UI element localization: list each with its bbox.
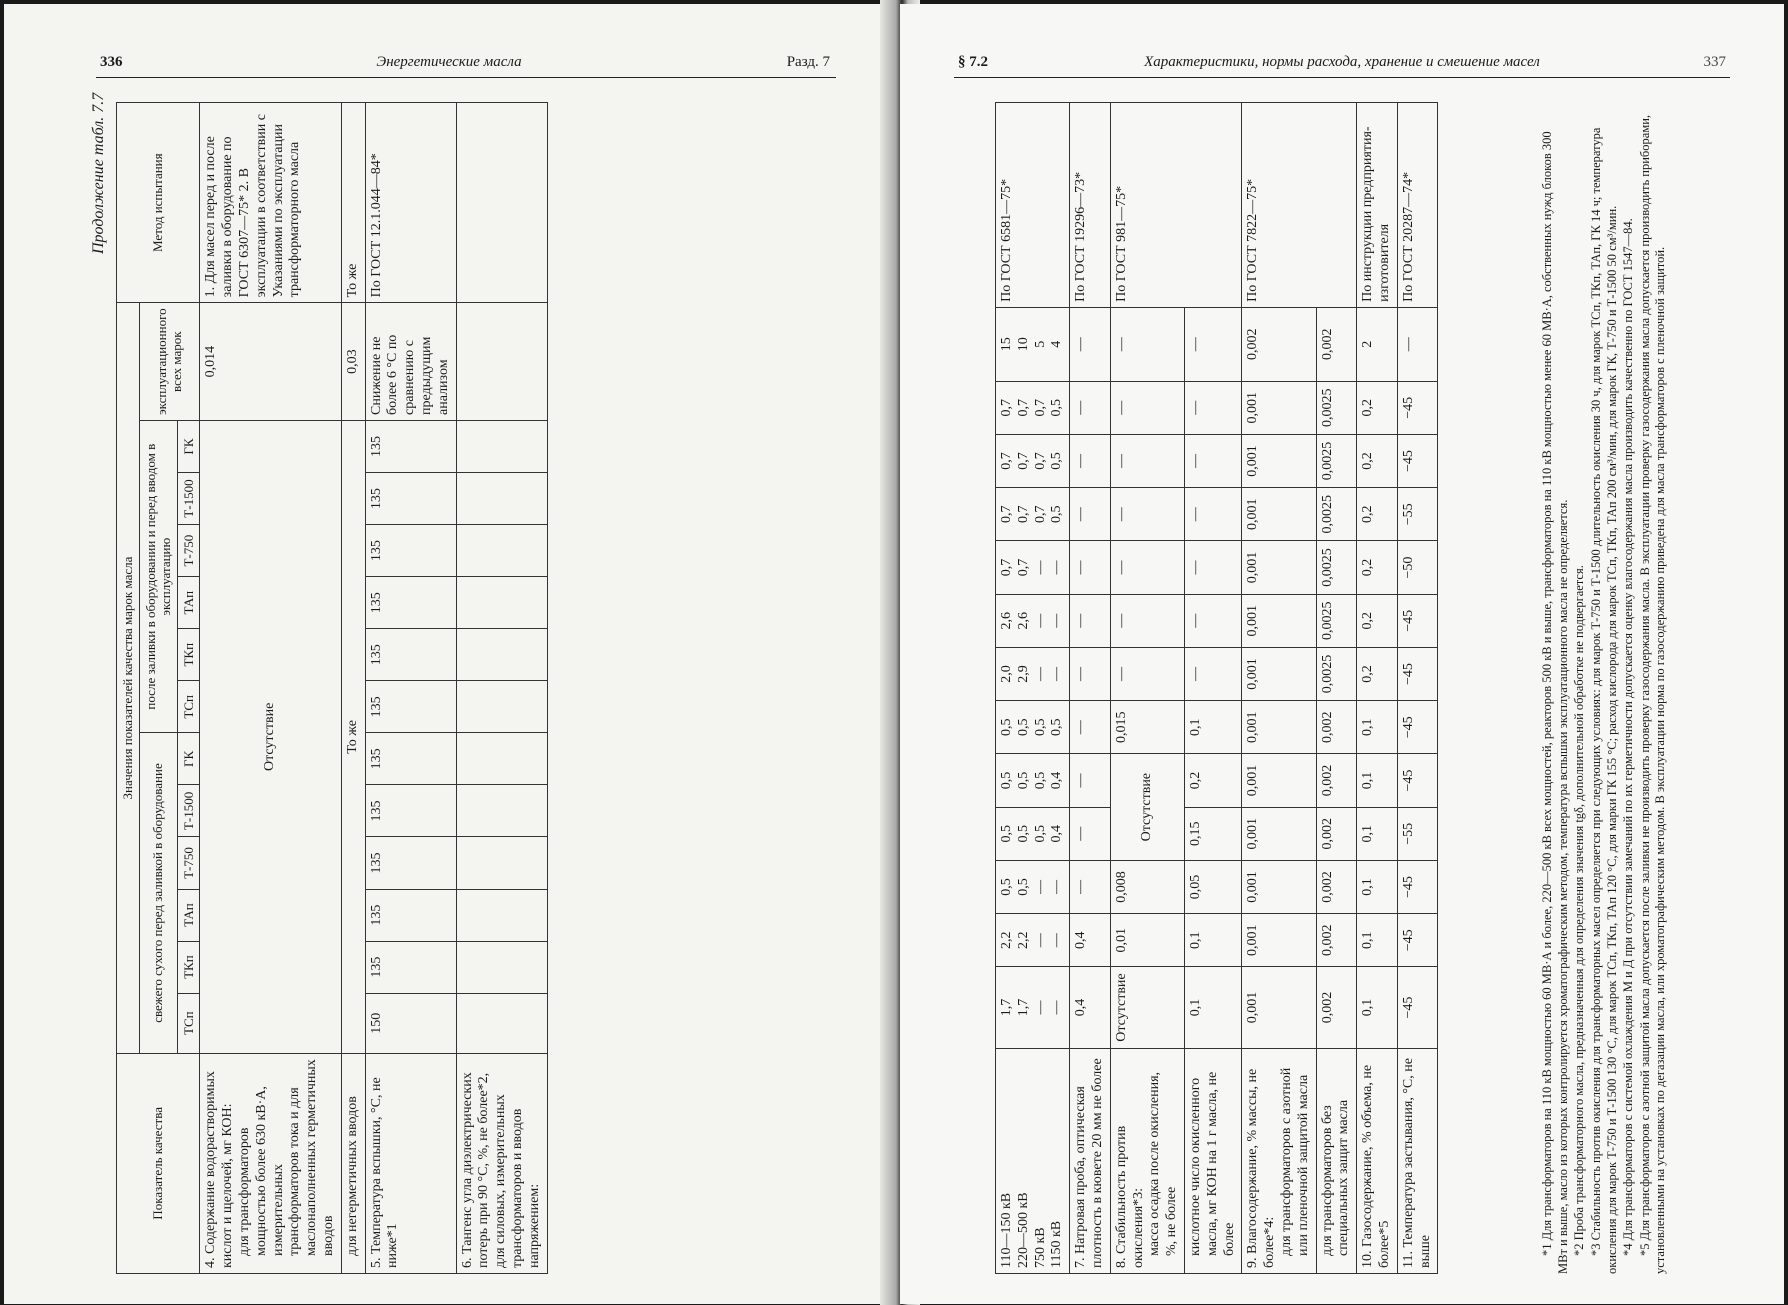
- row8-sub2: кислотное число окисленного масла, мг КОН на 1 г масла, не более: [1184, 1048, 1241, 1273]
- header-rule: [96, 77, 836, 78]
- table-row: [1357, 103, 1398, 1274]
- row5-method: По ГОСТ 12.1.044—84*: [365, 103, 456, 303]
- row5-name: 5. Температура вспышки, °С, не ниже*1: [365, 1053, 456, 1273]
- row9-cell: 0,001: [1242, 594, 1316, 647]
- tan-cell: 0,5: [1032, 825, 1048, 843]
- tan-oper: 4: [1049, 340, 1065, 348]
- row5-oper: Снижение не более 6 °С по сравнению с предыдущим анализом: [365, 303, 456, 421]
- running-title: Характеристики, нормы расхода, хранение и смешение масел: [1144, 54, 1540, 70]
- row11-cell: −45: [1397, 701, 1438, 754]
- row10-cell: 0,2: [1357, 541, 1398, 594]
- row5-cell: 135: [365, 837, 456, 889]
- row11-cell: −50: [1397, 541, 1438, 594]
- tan-cell: 0,5: [1049, 718, 1065, 737]
- col-indicator: Показатель качества: [117, 1053, 200, 1273]
- tan-cell: 0,5: [1049, 399, 1065, 417]
- tan-oper: 10: [1015, 337, 1031, 352]
- tan-cell: 0,7: [1015, 505, 1031, 524]
- tan-cell: 0,5: [999, 825, 1014, 843]
- tan-cell: 0,7: [999, 399, 1014, 417]
- table-row: [996, 103, 1070, 1274]
- tan-cell: —: [1032, 880, 1048, 895]
- row7-cell: 0,4: [1070, 914, 1111, 967]
- row9-cell: 0,001: [1242, 541, 1316, 594]
- row9-cell: 0,001: [1242, 860, 1316, 913]
- row9-cell: 0,002: [1316, 307, 1357, 381]
- row11-cell: −45: [1397, 860, 1438, 913]
- row7-cell: —: [1070, 754, 1111, 807]
- row9-cell: 0,0025: [1316, 381, 1357, 434]
- quality-table-left: [116, 102, 548, 1274]
- row8-cell: 0,01: [1110, 914, 1184, 967]
- row6-name: 6. Тангенс угла диэлектрических потерь при 90 °С, %, не более*2, для силовых, измерительных трансформаторов и вводов напряжением:: [456, 1053, 547, 1273]
- row8-cell: 0,2: [1184, 754, 1241, 807]
- row8-cell: Отсутствие: [1110, 754, 1184, 861]
- row5-cell: 135: [365, 941, 456, 993]
- table-row: [365, 103, 456, 1274]
- col-operation: эксплуатационного всех марок: [139, 303, 200, 421]
- row9-cell: 0,001: [1242, 381, 1316, 434]
- row10-cell: 0,1: [1357, 701, 1398, 754]
- row10-name: 10. Газосодержание, % объема, не более*5: [1357, 1048, 1398, 1273]
- row10-cell: 0,1: [1357, 967, 1398, 1048]
- tan-cell: 0,5: [1049, 452, 1065, 470]
- tan-cell: 0,5: [1015, 878, 1031, 896]
- left-page: [4, 4, 894, 1304]
- tan-oper: 5: [1032, 340, 1048, 348]
- grade-header: ТКп: [177, 629, 200, 681]
- grade-header: ТСп: [177, 993, 200, 1053]
- row10-cell: 0,2: [1357, 647, 1398, 700]
- right-page: [900, 4, 1784, 1304]
- tan-cell: —: [1049, 933, 1065, 948]
- tan-cell: 0,5: [999, 771, 1014, 790]
- row4-sub2: для негерметичных вводов: [341, 1053, 365, 1273]
- row10-cell: 0,1: [1357, 754, 1398, 807]
- row11-cell: −45: [1397, 967, 1438, 1048]
- row11-cell: −55: [1397, 807, 1438, 860]
- row7-name: 7. Натровая проба, оптическая плотность в кювете 20 мм не более: [1070, 1048, 1111, 1273]
- tan-cell: 0,5: [999, 718, 1014, 737]
- tan-cell: 2,2: [1015, 931, 1031, 950]
- row7-cell: —: [1070, 860, 1111, 913]
- row9-cell: 0,001: [1242, 488, 1316, 541]
- tan-cell: 1,7: [1015, 998, 1031, 1017]
- row8-cell: 0,15: [1184, 807, 1241, 860]
- row8-name: 8. Стабильность против окисления*3:: [1113, 1125, 1146, 1268]
- section-label: § 7.2: [958, 54, 988, 70]
- tan-cell: 0,7: [1032, 399, 1048, 417]
- tan-cell: 2,2: [999, 931, 1014, 950]
- row9-method: По ГОСТ 7822—75*: [1242, 103, 1357, 308]
- row11-cell: −55: [1397, 488, 1438, 541]
- row4-name: 4. Содержание водорастворимых кислот и щелочей, мг КОН:: [203, 1071, 236, 1268]
- row4-sub2-oper: 0,03: [341, 303, 365, 421]
- row4-value: Отсутствие: [200, 420, 341, 1053]
- row9-cell: 0,001: [1242, 647, 1316, 700]
- voltage-label: 110—150 кВ: [999, 1192, 1014, 1268]
- col-after: после заливки в оборудовании и перед вводом в эксплуатацию: [139, 420, 177, 732]
- row11-cell: −45: [1397, 381, 1438, 434]
- row10-method: По инструкции предприятия-изготовителя: [1357, 103, 1398, 308]
- row10-cell: 0,2: [1357, 488, 1398, 541]
- tan-cell: —: [1032, 667, 1048, 682]
- row5-cell: 135: [365, 473, 456, 525]
- left-header: [4, 54, 894, 76]
- tan-cell: —: [1049, 880, 1065, 895]
- grade-header: ТАп: [177, 577, 200, 629]
- voltage-label: 220—500 кВ: [1015, 1192, 1031, 1268]
- row9-cell: 0,001: [1242, 807, 1316, 860]
- col-values: Значения показателей качества марок масла: [117, 303, 140, 1053]
- row9-cell: 0,0025: [1316, 647, 1357, 700]
- tan-cell: —: [1032, 1000, 1048, 1015]
- row11-method: По ГОСТ 20287—74*: [1397, 103, 1438, 308]
- tan-cell: 0,4: [1049, 825, 1065, 843]
- row11-cell: −45: [1397, 647, 1438, 700]
- table-row: [456, 103, 547, 1274]
- tan-cell: 0,7: [1015, 452, 1031, 470]
- header-rule: [954, 77, 1730, 78]
- row10-cell: 0,1: [1357, 914, 1398, 967]
- table-caption: Продолжение табл. 7.7: [90, 92, 107, 254]
- row5-cell: 135: [365, 785, 456, 837]
- row5-cell: 135: [365, 420, 456, 472]
- grade-header: Т-1500: [177, 785, 200, 837]
- grade-header: ГК: [177, 733, 200, 785]
- footnotes: [1540, 104, 1670, 1274]
- row10-cell: 0,2: [1357, 381, 1398, 434]
- tan-cell: 0,5: [1032, 718, 1048, 737]
- rotated-table-left: [4, 94, 784, 1294]
- row4-sub2-method: То же: [341, 103, 365, 303]
- row9-cell: 0,002: [1316, 807, 1357, 860]
- row8-method: По ГОСТ 981—75*: [1110, 103, 1242, 308]
- footnote: *1 Для трансформаторов на 110 кВ мощностью 60 МВ·А и более, 220—500 кВ всех мощностей, реакторов 500 кВ и выше, трансформаторов на 110 кВ мощностью менее 60 МВ·А, собственных нужд блоков 300 МВт и выше, масло из которых контролируется хроматографическим методом, температура вспышки эксплуатационного масла не определяется.: [1540, 131, 1570, 1274]
- tan-cell: 0,5: [1015, 771, 1031, 790]
- row11-cell: −45: [1397, 594, 1438, 647]
- tan-cell: 0,7: [1015, 558, 1031, 577]
- table-row: 7. Натровая проба, оптическая плотность в кювете 20 мм не более 0,4 0,4 — — — — — — — — — — — По ГОСТ 19296—73*: [1070, 103, 1111, 1274]
- grade-header: ГК: [177, 420, 200, 472]
- row5-cell: 135: [365, 681, 456, 733]
- tan-oper: 15: [999, 337, 1014, 352]
- grade-header: Т-750: [177, 837, 200, 889]
- row10-cell: 2: [1357, 307, 1398, 381]
- row5-cell: 150: [365, 993, 456, 1053]
- row4-sub2-value: То же: [341, 420, 365, 1053]
- table-row: [200, 103, 341, 1274]
- voltage-label: 750 кВ: [1032, 1227, 1048, 1268]
- row9-sub1: для трансформаторов с азотной или пленочной защитой масла: [1278, 1067, 1311, 1256]
- row7-cell: —: [1070, 701, 1111, 754]
- row10-cell: 0,2: [1357, 594, 1398, 647]
- tan-method: По ГОСТ 6581—75*: [996, 103, 1070, 308]
- page-number: 337: [1703, 54, 1726, 70]
- row11-cell: −45: [1397, 914, 1438, 967]
- row10-cell: 0,1: [1357, 807, 1398, 860]
- row4-sub1: для трансформаторов мощностью более 630 кВ·А, измерительных трансформаторов тока и для маслонаполненных герметичных вводов: [236, 1059, 336, 1256]
- col-method: Метод испытания: [117, 103, 200, 303]
- grade-header: Т-750: [177, 525, 200, 577]
- table-row: кислотное число окисленного масла, мг КОН на 1 г масла, не более 0,1 0,1 0,05 0,15 0,2 0,1 — — — — — — —: [1184, 103, 1241, 1274]
- tan-cell: —: [1032, 933, 1048, 948]
- tan-cell: 0,7: [999, 558, 1014, 577]
- page-number: 336: [100, 54, 123, 70]
- row7-cell: 0,4: [1070, 967, 1111, 1048]
- table-row: 8. Стабильность против окисления*3: масса осадка после окисления, %, не более Отсутствие 0,01 0,008 Отсутствие 0,015 — — — — — — — По ГОСТ 981—75*: [1110, 103, 1184, 1274]
- row11-cell: −45: [1397, 434, 1438, 487]
- row4-method: 1. Для масел перед и после заливки в оборудование по ГОСТ 6307—75* 2. В эксплуатации в соответствии с Указаниями по эксплуатации трансформаторного масла: [200, 103, 341, 303]
- tan-cell: 2,9: [1015, 665, 1031, 683]
- tan-cell: 2,6: [999, 612, 1014, 630]
- row9-cell: 0,001: [1242, 754, 1316, 807]
- row9-cell: 0,002: [1316, 701, 1357, 754]
- row7-method: По ГОСТ 19296—73*: [1070, 103, 1111, 308]
- tan-cell: 0,7: [1032, 505, 1048, 524]
- tan-cell: 0,5: [999, 878, 1014, 896]
- row8-cell: 0,015: [1110, 701, 1184, 754]
- tan-cell: —: [1049, 560, 1065, 575]
- row8-cell: 0,1: [1184, 967, 1241, 1048]
- tan-cell: 0,4: [1049, 771, 1065, 790]
- row9-cell: 0,0025: [1316, 488, 1357, 541]
- row5-cell: 135: [365, 525, 456, 577]
- table-row: [341, 103, 365, 1274]
- grade-header: ТАп: [177, 889, 200, 941]
- tan-cell: —: [1032, 560, 1048, 575]
- row9-sub2: для трансформаторов без специальных защит масла: [1316, 1048, 1357, 1273]
- tan-cell: 2,0: [999, 665, 1014, 683]
- row11-name: 11. Температура застывания, °С, не выше: [1397, 1048, 1438, 1273]
- tan-cell: 0,5: [1032, 771, 1048, 790]
- row7-cell: —: [1070, 807, 1111, 860]
- row8-cell: 0,008: [1110, 860, 1184, 913]
- quality-table-right: [995, 102, 1438, 1274]
- row9-cell: 0,002: [1316, 860, 1357, 913]
- col-fresh: свежего сухого перед заливкой в оборудование: [139, 733, 177, 1053]
- tan-cell: 1,7: [999, 998, 1014, 1017]
- row9-cell: 0,0025: [1316, 594, 1357, 647]
- row9-cell: 0,002: [1316, 967, 1357, 1048]
- row5-cell: 135: [365, 889, 456, 941]
- row11-cell: −45: [1397, 754, 1438, 807]
- row8-cell: 0,1: [1184, 914, 1241, 967]
- tan-cell: 0,7: [1032, 452, 1048, 470]
- tan-cell: 0,5: [1049, 505, 1065, 524]
- row9-cell: 0,0025: [1316, 434, 1357, 487]
- row11-cell: —: [1397, 307, 1438, 381]
- grade-header: Т-1500: [177, 473, 200, 525]
- row8-cell: 0,1: [1184, 701, 1241, 754]
- right-header: [900, 54, 1784, 76]
- grade-header: ТСп: [177, 681, 200, 733]
- row9-cell: 0,001: [1242, 967, 1316, 1048]
- row5-cell: 135: [365, 733, 456, 785]
- tan-cell: —: [1049, 613, 1065, 628]
- tan-cell: —: [1049, 1000, 1065, 1015]
- table-row: [1397, 103, 1438, 1274]
- row4-oper: 0,014: [200, 303, 341, 421]
- row9-cell: 0,001: [1242, 914, 1316, 967]
- row9-cell: 0,002: [1316, 754, 1357, 807]
- tan-cell: 2,6: [1015, 612, 1031, 630]
- tan-cell: 0,7: [1015, 399, 1031, 417]
- section-label: Разд. 7: [786, 54, 830, 70]
- row5-cell: 135: [365, 629, 456, 681]
- row9-cell: 0,002: [1242, 307, 1316, 381]
- tan-cell: 0,5: [1015, 718, 1031, 737]
- row8-sub1: масса осадка после окисления, %, не более: [1147, 1071, 1180, 1256]
- footnote: *5 Для трансформаторов с азотной защитой масла допускается после заливки не производить проверку газосодержания масла. В эксплуатации проверку газосодержания масла допускается производить приборами, установленными на установках по дегазации масла, или хроматографическим методом. В эксплуатации норма по газосодержанию приведена для масла трансформаторов с пленочной защитой.: [1637, 114, 1668, 1274]
- tan-cell: —: [1032, 613, 1048, 628]
- footnote: *3 Стабильность против окисления для трансформаторных масел определяется при следующих условиях: для марок Т-750 и Т-1500 длительность окисления 30 ч, для марок ТСп, ТКп, ТАп, ГК 14 ч; температура окисления для марок Т-750 и Т-1500 130 °С, для марок ТСп, ТКп, ТАп 120 °С, для марки ГК 155 °С; расход кислорода для марок ТСп, ТКп, ТАп 200 см³/мин, для марок ГК, Т-750 и Т-1500 50 см³/мин.: [1588, 127, 1619, 1274]
- footnote: *2 Проба трансформаторного масла, предназначенная для определения значения tgδ, дополнительной обработке не подвергается.: [1572, 565, 1587, 1256]
- row10-cell: 0,2: [1357, 434, 1398, 487]
- tan-cell: 0,5: [1015, 825, 1031, 843]
- table-row: [1242, 103, 1316, 1274]
- tan-cell: —: [1049, 667, 1065, 682]
- running-title: Энергетические масла: [376, 54, 522, 70]
- row8-cell: 0,05: [1184, 860, 1241, 913]
- row9-cell: 0,001: [1242, 701, 1316, 754]
- footnote: *4 Для трансформаторов с системой охлаждения М и Д при отсутствии замечаний по их герметичности допускается оценку влагосодержания масла производить качественно по ГОСТ 1547—84.: [1621, 218, 1636, 1256]
- row8-cell: Отсутствие: [1110, 967, 1184, 1048]
- tan-cell: 0,7: [999, 452, 1014, 470]
- row9-cell: 0,002: [1316, 914, 1357, 967]
- grade-header: ТКп: [177, 941, 200, 993]
- row10-cell: 0,1: [1357, 860, 1398, 913]
- row9-name: 9. Влагосодержание, % массы, не более*4:: [1245, 1068, 1278, 1268]
- row9-cell: 0,0025: [1316, 541, 1357, 594]
- row9-cell: 0,001: [1242, 434, 1316, 487]
- voltage-label: 1150 кВ: [1049, 1220, 1065, 1268]
- rotated-table-right: [900, 94, 1700, 1294]
- row5-cell: 135: [365, 577, 456, 629]
- tan-cell: 0,7: [999, 505, 1014, 524]
